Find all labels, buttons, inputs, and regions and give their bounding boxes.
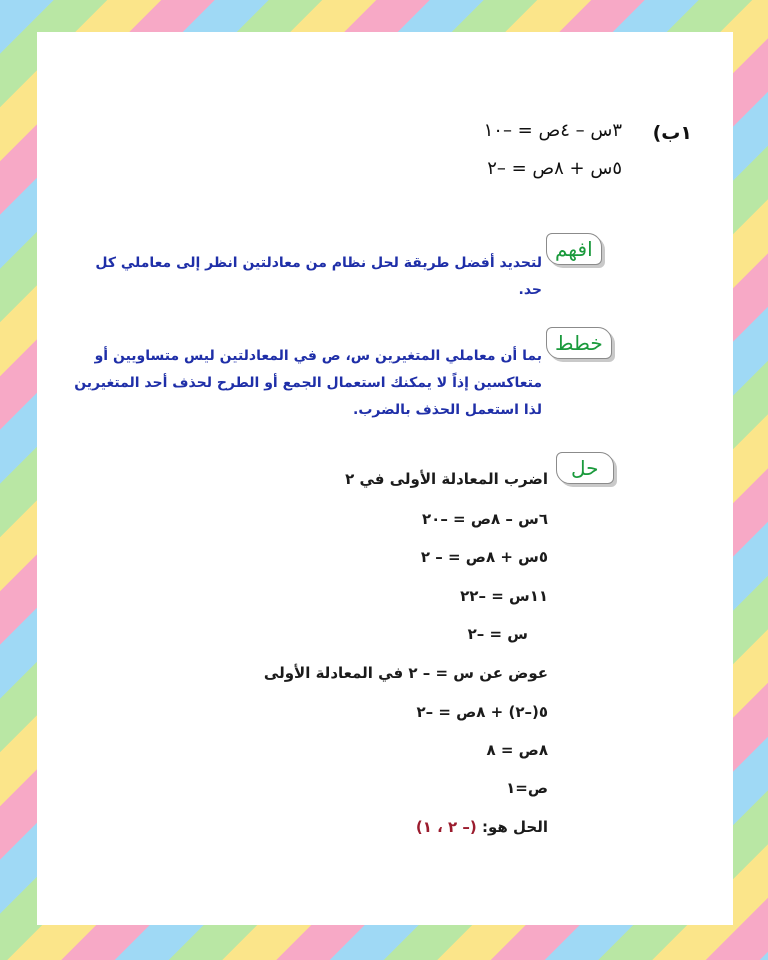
solve-step: س = –٢ [467, 625, 528, 643]
solve-step: ص=١ [506, 779, 548, 797]
plan-text: بما أن معاملي المتغيرين س، ص في المعادلتين ليس متساويين أو متعاكسين إذاً لا يمكنك استعمال الجمع أو الطرح لحذف أحد المتغيرين لذا استعمل الحذف بالضرب. [74, 348, 542, 418]
understand-text: لتحديد أفضل طريقة لحل نظام من معادلتين انظر إلى معاملي كل حد. [95, 255, 542, 298]
final-answer [416, 818, 548, 836]
equation-2: ٥س + ٨ص = –٢ [487, 158, 622, 179]
solve-step: اضرب المعادلة الأولى في ٢ [345, 470, 548, 488]
plan-tag: خطط [546, 327, 612, 359]
solve-step: ٨ص = ٨ [486, 741, 548, 759]
final-answer-label: الحل هو: [482, 818, 548, 836]
solve-step: ٥س + ٨ص = – ٢ [420, 548, 548, 566]
final-answer-value: (– ٢ ، ١) [415, 818, 477, 836]
question-number: ١ب) [652, 122, 692, 144]
solve-step: عوض عن س = – ٢ في المعادلة الأولى [263, 664, 548, 682]
understand-tag: افهم [546, 233, 602, 265]
solve-step: ٥(–٢) + ٨ص = –٢ [416, 703, 548, 721]
solve-step: ٦س – ٨ص = –٢٠ [422, 510, 548, 528]
equation-1: ٣س – ٤ص = –١٠ [483, 120, 622, 141]
solve-step: ١١س = –٢٢ [460, 587, 548, 605]
solve-tag: حل [556, 452, 614, 484]
